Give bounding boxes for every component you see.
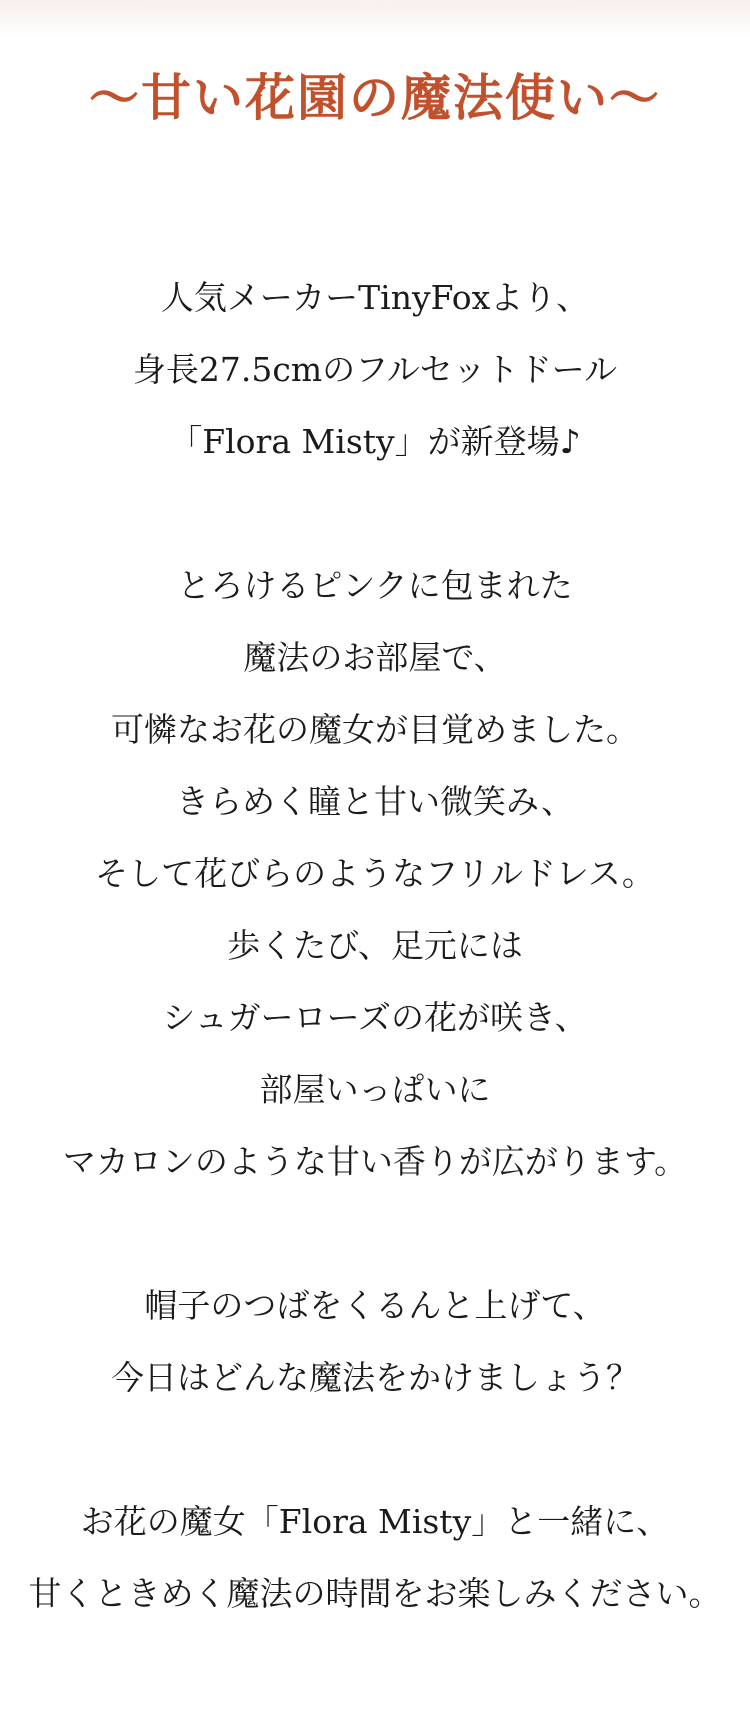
text-line: 部屋いっぱいに [259, 1070, 491, 1109]
text-line: 魔法のお部屋で、 [243, 638, 507, 677]
text-line: そして花びらのようなフリルドレス。 [95, 854, 655, 893]
text-line: シュガーローズの花が咲き、 [162, 998, 588, 1037]
text-line: とろけるピンクに包まれた [177, 566, 573, 605]
paragraph [0, 1270, 750, 1414]
section-title: 〜甘い花園の魔法使い〜 [89, 68, 661, 127]
text-line: お花の魔女「Flora Misty」と一緒に、 [80, 1502, 670, 1541]
top-fade-decoration [0, 0, 750, 46]
text-line: 甘くときめく魔法の時間をお楽しみください。 [28, 1574, 722, 1613]
text-line: マカロンのような甘い香りが広がります。 [62, 1142, 688, 1181]
text-line: 人気メーカーTinyFoxより、 [160, 278, 590, 317]
paragraph [0, 550, 750, 1198]
paragraph [0, 262, 750, 478]
text-line: 今日はどんな魔法をかけましょう？ [111, 1358, 639, 1397]
text-line: 「Flora Misty」が新登場♪ [169, 422, 581, 461]
paragraph [0, 1486, 750, 1630]
description-text [0, 262, 750, 1630]
text-line: 身長27.5cmのフルセットドール [132, 350, 618, 389]
text-line: きらめく瞳と甘い微笑み、 [176, 782, 574, 821]
text-line: 歩くたび、足元には [227, 926, 523, 965]
text-line: 可憐なお花の魔女が目覚めました。 [111, 710, 639, 749]
text-line: 帽子のつばをくるんと上げて、 [144, 1286, 606, 1325]
